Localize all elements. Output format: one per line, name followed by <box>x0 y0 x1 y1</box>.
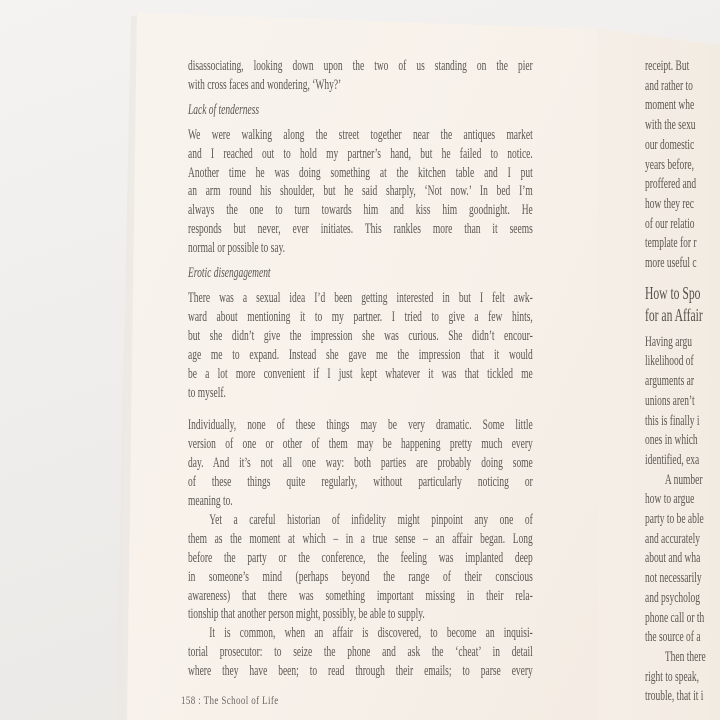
text-line: ward about mentioning it to my partner. I tried to give a few hints, <box>188 308 533 325</box>
text-line: Individually, none of these things may be very dramatic. Some little <box>188 417 533 434</box>
text-line: how they rec <box>645 195 694 212</box>
text-line: proffered and <box>645 176 697 193</box>
text-line: We were walking along the street together near the antiques market <box>188 126 533 143</box>
text-line: this is finally i <box>645 412 700 429</box>
text-line: not necessarily <box>645 570 702 587</box>
text-line: party to be able <box>645 511 704 528</box>
text-line: the source of a <box>645 629 701 646</box>
text-line: an arm round his shoulder, but he said sharply, ‘Not now.’ In bed I’m <box>188 183 533 200</box>
text-line: and psycholog <box>645 589 701 606</box>
paragraph <box>188 511 533 624</box>
text-line: Yet a careful historian of infidelity might pinpoint any one of <box>209 511 533 528</box>
text-line: identified, exa <box>645 451 700 468</box>
text-line: awareness) that there was something important missing in their rela- <box>188 587 533 604</box>
text-line: and rather to <box>645 77 693 94</box>
text-line: trouble, that it i <box>645 688 704 705</box>
text-line: tionship that another person might, possibly, be able to supply. <box>188 606 425 623</box>
text-line: of these things quite regularly, without particularly noticing or <box>188 474 533 491</box>
text-line: meaning to. <box>188 493 233 510</box>
text-line: with the sexu <box>645 117 696 134</box>
text-line: before the party or the conference, the feeling was implanted deep <box>188 549 533 566</box>
text-line: to myself. <box>188 384 226 401</box>
text-line: template for r <box>645 235 697 252</box>
text-line: right to speak, <box>645 668 699 685</box>
page-footer <box>181 693 279 708</box>
text-line: It is common, when an affair is discovered, to become an inquisi- <box>209 625 533 642</box>
text-line: with cross faces and wondering, ‘Why?’ <box>188 76 342 93</box>
section-heading: How to Spo <box>645 282 701 303</box>
text-line: There was a sexual idea I’d been getting interested in but I felt awk- <box>188 289 533 306</box>
text-line: of our relatio <box>645 215 695 232</box>
text-line: years before, <box>645 156 694 173</box>
text-line: responds but never, ever initiates. This rankles more than it seems <box>188 221 533 238</box>
text-line: Another time he was doing something at the kitchen table and I put <box>188 164 533 181</box>
section-heading: Lack of tenderness <box>188 101 260 118</box>
text-line: them as the moment at which – in a true sense – an affair began. Long <box>188 530 533 547</box>
text-line: Having argu <box>645 333 692 350</box>
text-line: likelihood of <box>645 353 694 370</box>
text-line: version of one or other of them may be happening pretty much every <box>188 436 533 453</box>
section-heading: for an Affair <box>645 304 703 325</box>
main-page-text-column <box>188 57 533 681</box>
text-line: but she didn’t give the impression she was curious. She didn’t encour- <box>188 327 533 344</box>
text-line: normal or possible to say. <box>188 240 286 257</box>
paragraph <box>188 624 533 681</box>
text-line: day. And it’s not all one way: both parties are probably doing some <box>188 455 533 472</box>
paragraph <box>188 416 533 511</box>
text-line: receipt. But <box>645 58 690 74</box>
paragraph <box>188 126 533 258</box>
paragraph <box>188 289 533 402</box>
text-line: unions aren’t <box>645 392 695 409</box>
text-line: phone call or th <box>645 609 705 626</box>
text-line: ones in which <box>645 432 698 449</box>
paragraph <box>188 57 533 95</box>
text-line: moment whe <box>645 97 695 114</box>
text-line: be a lot more convenient if I just kept whatever it was that tickled me <box>188 365 533 382</box>
section-heading: Erotic disengagement <box>188 265 271 282</box>
text-line: and accurately <box>645 530 700 547</box>
footer-text: 158 : The School of Life <box>181 693 279 707</box>
text-line: where they have been; to read through their emails; to parse every <box>188 663 533 680</box>
facing-page-text-column <box>645 57 720 707</box>
text-line: arguments ar <box>645 373 695 390</box>
text-line: our domestic <box>645 136 695 153</box>
text-line: more useful c <box>645 255 697 272</box>
text-line: about and wha <box>645 550 701 567</box>
text-line: age me to expand. Instead she gave me the impression that it would <box>188 346 533 363</box>
text-line: torial prosecutor: to seize the phone and ask the ‘cheat’ in detail <box>188 644 533 661</box>
text-line: and I reached out to hold my partner’s hand, but he failed to notice. <box>188 145 533 162</box>
text-line: disassociating, looking down upon the two of us standing on the pier <box>188 58 533 74</box>
text-line: A number <box>664 471 703 488</box>
text-line: Then there <box>664 648 706 665</box>
text-line: in someone’s mind (perhaps beyond the range of their conscious <box>188 568 533 585</box>
text-line: always the one to turn towards him and kiss him goodnight. He <box>188 202 533 219</box>
text-line: how to argue <box>645 491 695 508</box>
